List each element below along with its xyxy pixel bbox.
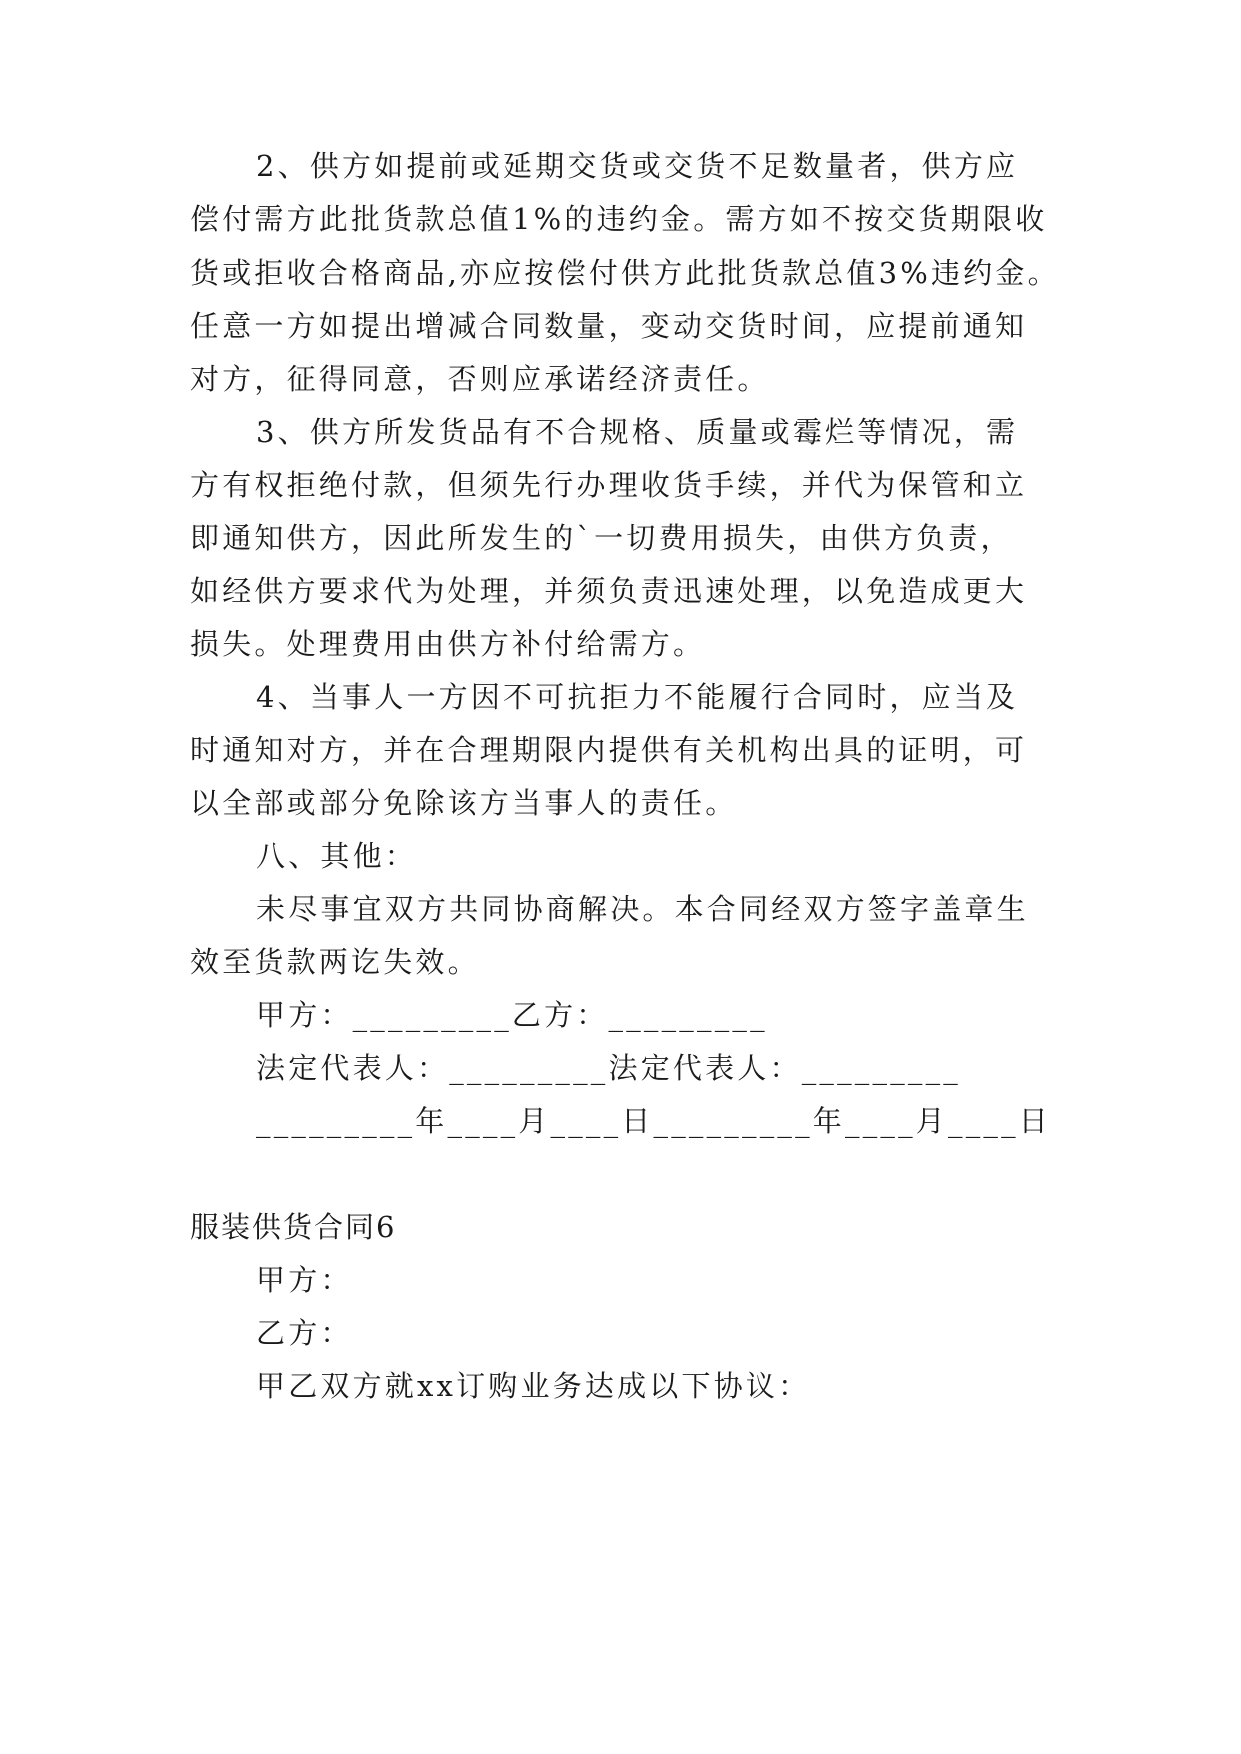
section-8-line-1: 未尽事宜双方共同协商解决。本合同经双方签字盖章生 — [256, 892, 1029, 926]
contract-6-agreement-line: 甲乙双方就xx订购业务达成以下协议： — [256, 1369, 811, 1403]
clause-3-line-5: 损失。处理费用由供方补付给需方。 — [190, 627, 706, 661]
clause-2-line-4: 任意一方如提出增减合同数量，变动交货时间，应提前通知 — [190, 309, 1028, 343]
clause-2-line-5: 对方，征得同意，否则应承诺经济责任。 — [190, 362, 770, 396]
signature-parties: 甲方：_________乙方：_________ — [256, 998, 768, 1032]
clause-3-line-3: 即通知供方，因此所发生的`一切费用损失，由供方负责， — [190, 521, 1013, 555]
contract-6-party-b: 乙方： — [256, 1316, 353, 1350]
contract-6-title: 服装供货合同6 — [190, 1210, 397, 1244]
clause-3-line-1: 3、供方所发货品有不合规格、质量或霉烂等情况，需 — [256, 415, 1019, 449]
section-8-heading: 八、其他： — [256, 839, 418, 873]
clause-3-line-4: 如经供方要求代为处理，并须负责迅速处理，以免造成更大 — [190, 574, 1028, 608]
clause-2-line-3: 货或拒收合格商品,亦应按偿付供方此批货款总值3%违约金。 — [190, 256, 1060, 290]
clause-2-line-2: 偿付需方此批货款总值1%的违约金。需方如不按交货期限收 — [190, 202, 1048, 236]
clause-4-line-1: 4、当事人一方因不可抗拒力不能履行合同时，应当及 — [256, 680, 1019, 714]
clause-2-line-1: 2、供方如提前或延期交货或交货不足数量者，供方应 — [256, 149, 1019, 183]
contract-6-party-a: 甲方： — [256, 1263, 353, 1297]
section-8-line-2: 效至货款两讫失效。 — [190, 945, 480, 979]
clause-3-line-2: 方有权拒绝付款，但须先行办理收货手续，并代为保管和立 — [190, 468, 1028, 502]
clause-4-line-3: 以全部或部分免除该方当事人的责任。 — [190, 786, 738, 820]
signature-representatives: 法定代表人：_________法定代表人：_________ — [256, 1051, 962, 1085]
signature-dates: _________年____月____日_________年____月____日 — [256, 1104, 1052, 1138]
clause-4-line-2: 时通知对方，并在合理期限内提供有关机构出具的证明，可 — [190, 733, 1028, 767]
